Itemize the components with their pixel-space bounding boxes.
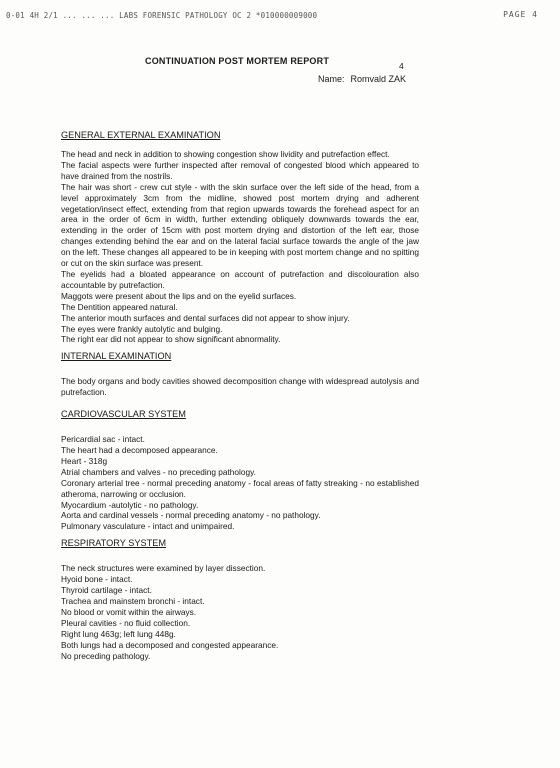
- respiratory-paragraph: Pleural cavities - no fluid collection.: [61, 617, 191, 628]
- subject-name: [318, 74, 412, 84]
- general-paragraph: The eyelids had a bloated appearance on account of putrefaction and discolouration also accountable by putrefaction.: [61, 268, 419, 290]
- cardiovascular-paragraph: Myocardium -autolytic - no pathology.: [61, 499, 199, 510]
- section-heading-respiratory: RESPIRATORY SYSTEM: [61, 538, 167, 549]
- fax-header-line: 0-01 4H 2/1 ... ... ... LABS FORENSIC PATHOLOGY OC 2 *010000009000: [6, 11, 318, 20]
- respiratory-paragraph: No blood or vomit within the airways.: [61, 606, 197, 617]
- report-title: CONTINUATION POST MORTEM REPORT: [145, 56, 330, 66]
- report-body: [61, 130, 419, 661]
- general-paragraph: Maggots were present about the lips and on the eyelid surfaces.: [61, 290, 297, 301]
- general-paragraph: The head and neck in addition to showing congestion show lividity and putrefaction effect.: [61, 149, 390, 159]
- cardiovascular-paragraph: Coronary arterial tree - normal preceding anatomy - focal areas of fatty streaking - no established atheroma, narrowing or occlusion.: [61, 477, 419, 499]
- section-heading-general: GENERAL EXTERNAL EXAMINATION: [61, 130, 221, 140]
- general-paragraph: The hair was short - crew cut style - with the skin surface over the left side of the head, from a level approximately 3cm from the midline, showed post mortem drying and adherent vegetation/insect effect, extending from that region upwards towards the forehead aspect for an area in the order of 6cm in width, further extending obliquely downwards towards the ear, extending in the order of 15cm with post mortem drying and distortion of the left ear, those changes extending behind the ear and on the lateral facial surface towards the angle of the jaw on the left. These changes all appeared to be in keeping with post mortem change and no spitting or cut on the skin surface was present.: [61, 181, 419, 269]
- respiratory-paragraph: Trachea and mainstem bronchi - intact.: [61, 596, 205, 606]
- respiratory-paragraph: Both lungs had a decomposed and congested appearance.: [61, 639, 279, 650]
- cardiovascular-paragraph: Aorta and cardinal vessels - normal preceding anatomy - no pathology.: [61, 510, 321, 521]
- fax-page-label: PAGE 4: [503, 10, 538, 19]
- general-paragraph: The eyes were frankly autolytic and bulging.: [61, 323, 223, 334]
- general-paragraph: The Dentition appeared natural.: [61, 301, 178, 312]
- respiratory-paragraph: The neck structures were examined by layer dissection.: [61, 563, 266, 574]
- section-heading-cardiovascular: CARDIOVASCULAR SYSTEM: [61, 409, 186, 420]
- name-label: Name:: [318, 74, 345, 84]
- general-paragraph: The right ear did not appear to show significant abnormality.: [61, 334, 281, 345]
- respiratory-paragraph: Right lung 463g; left lung 448g.: [61, 628, 176, 639]
- cardiovascular-paragraph: Pulmonary vasculature - intact and unimpaired.: [61, 521, 235, 532]
- section-heading-internal: INTERNAL EXAMINATION: [61, 351, 172, 362]
- respiratory-paragraph: No preceding pathology.: [61, 650, 151, 661]
- respiratory-paragraph: Hyoid bone - intact.: [61, 574, 133, 585]
- name-value: Romvald ZAK: [350, 74, 407, 84]
- respiratory-paragraph: Thyroid cartilage - intact.: [61, 585, 152, 596]
- cardiovascular-paragraph: Heart - 318g: [61, 455, 108, 466]
- cardiovascular-paragraph: Atrial chambers and valves - no preceding pathology.: [61, 466, 256, 477]
- page-number: 4: [399, 61, 404, 71]
- general-paragraph: The facial aspects were further inspected after removal of congested blood which appeared to have drained from the nostrils.: [61, 159, 419, 181]
- internal-paragraph: The body organs and body cavities showed decomposition change with widespread autolysis and putrefaction.: [61, 376, 419, 398]
- cardiovascular-paragraph: Pericardial sac - intact.: [61, 434, 145, 445]
- cardiovascular-paragraph: The heart had a decomposed appearance.: [61, 445, 218, 456]
- general-paragraph: The anterior mouth surfaces and dental surfaces did not appear to show injury.: [61, 312, 350, 323]
